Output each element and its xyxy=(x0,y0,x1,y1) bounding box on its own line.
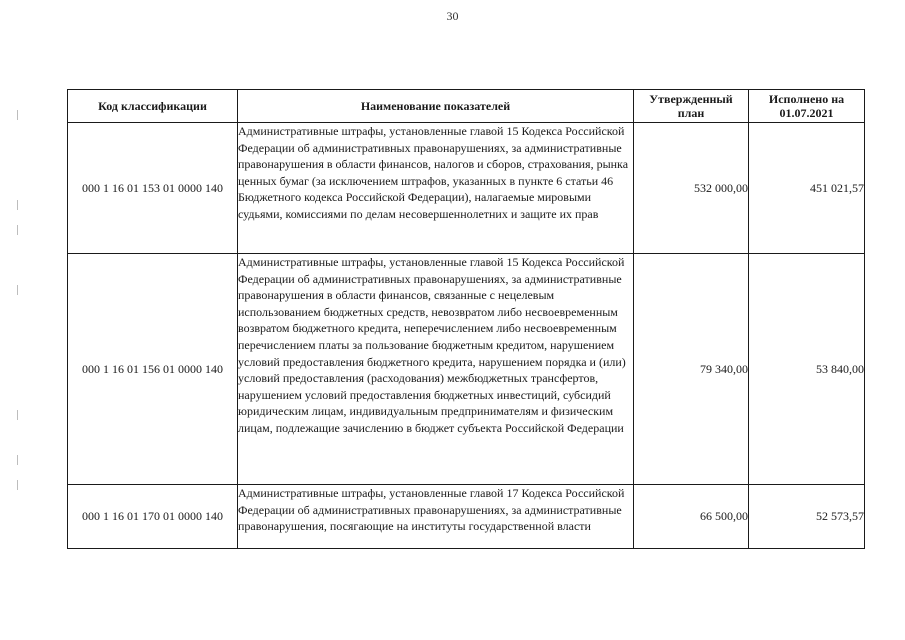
table-row xyxy=(68,123,865,254)
indicator-name: Административные штрафы, установленные главой 17 Кодекса Российской Федерации об административных правонарушениях, за административные правонарушения, посягающие на институты государственной власти xyxy=(238,485,634,549)
executed-value: 52 573,57 xyxy=(749,485,865,549)
approved-plan-value: 66 500,00 xyxy=(634,485,749,549)
page-number: 30 xyxy=(446,9,459,23)
header-name: Наименование показателей xyxy=(238,90,634,123)
indicator-name: Административные штрафы, установленные главой 15 Кодекса Российской Федерации об административных правонарушениях, за административные правонарушения в области финансов, налогов и сборов, страхования, рынка ценных бумаг (за исключением штрафов, указанных в пункте 6 статьи 46 Бюджетного кодекса Российской Федерации), налагаемые мировыми судьями, комиссиями по делам несовершеннолетних и защите их прав xyxy=(238,123,634,254)
indicator-name: Административные штрафы, установленные главой 15 Кодекса Российской Федерации об административных правонарушениях, за административные правонарушения в области финансов, связанные с нецелевым использованием бюджетных средств, невозвратом либо несвоевременным возвратом бюджетного кредита, неперечислением либо несвоевременным перечислением платы за пользование бюджетным кредитом, нарушением условий предоставления бюджетного кредита, нарушением порядка и (или) условий предоставления (расходования) межбюджетных трансфертов, нарушением условий предоставления бюджетных инвестиций, субсидий юридическим лицам, индивидуальным предпринимателям и физическим лицам, подлежащие зачислению в бюджет субъекта Российской Федерации xyxy=(238,254,634,485)
classification-code: 000 1 16 01 170 01 0000 140 xyxy=(68,485,238,549)
margin-binding-marks xyxy=(17,110,19,510)
table-row xyxy=(68,254,865,485)
table-row xyxy=(68,485,865,549)
header-executed: Исполнено на 01.07.2021 xyxy=(749,90,865,123)
revenue-table xyxy=(67,89,865,549)
approved-plan-value: 79 340,00 xyxy=(634,254,749,485)
header-code: Код классификации xyxy=(68,90,238,123)
table-header-row xyxy=(68,90,865,123)
header-plan: Утвержденный план xyxy=(634,90,749,123)
executed-value: 53 840,00 xyxy=(749,254,865,485)
classification-code: 000 1 16 01 156 01 0000 140 xyxy=(68,254,238,485)
approved-plan-value: 532 000,00 xyxy=(634,123,749,254)
classification-code: 000 1 16 01 153 01 0000 140 xyxy=(68,123,238,254)
executed-value: 451 021,57 xyxy=(749,123,865,254)
